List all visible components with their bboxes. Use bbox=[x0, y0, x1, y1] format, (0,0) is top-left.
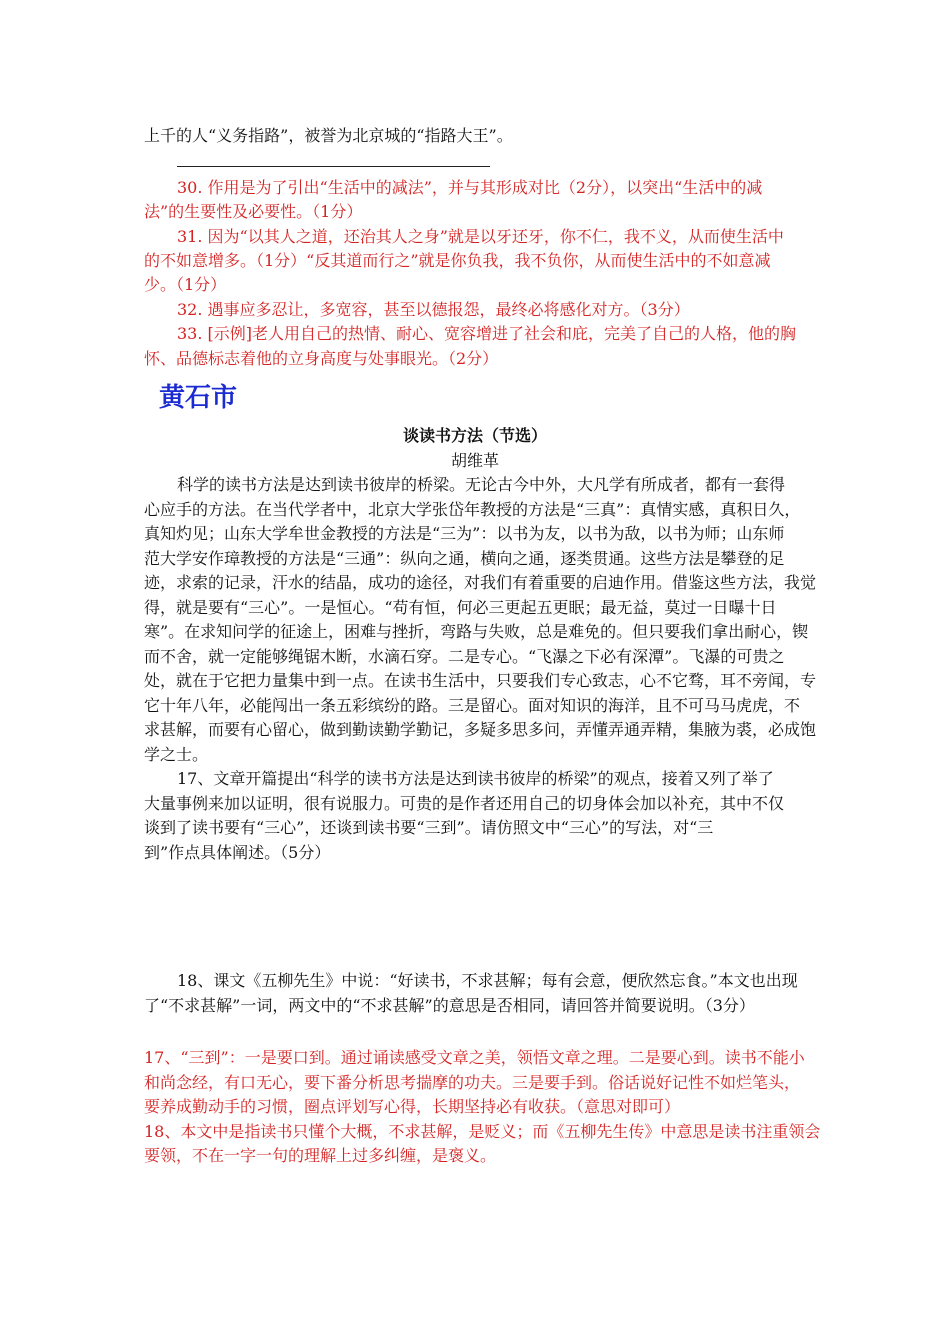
question-line: 18、课文《五柳先生》中说：“好读书，不求甚解；每有会意，便欣然忘食。”本文也出现 bbox=[177, 971, 798, 990]
passage-line: 寒”。在求知问学的征途上，困难与挫折，弯路与失败，总是难免的。但只要我们拿出耐心，锲 bbox=[144, 622, 809, 641]
passage-line: 真知灼见；山东大学牟世金教授的方法是“三为”：以书为友，以书为敌，以书为师；山东师 bbox=[144, 524, 785, 543]
passage-line: 心应手的方法。在当代学者中，北京大学张岱年教授的方法是“三真”：真情实感，真积日久， bbox=[144, 500, 801, 519]
carry-over-line: 上千的人“义务指路”，被誉为北京城的“指路大王”。 bbox=[144, 126, 513, 145]
passage-line: 学之士。 bbox=[144, 745, 209, 764]
answer-line: 少。（1分） bbox=[144, 275, 227, 294]
answer-line: 要养成勤动手的习惯，圈点评划写心得，长期坚持必有收获。（意思对即可） bbox=[144, 1097, 681, 1116]
passage-line: 而不舍，就一定能够绳锯木断，水滴石穿。二是专心。“飞瀑之下必有深潭”。飞瀑的可贵之 bbox=[144, 647, 785, 666]
answer-line: 怀、品德标志着他的立身高度与处事眼光。（2分） bbox=[144, 349, 499, 368]
answer-line: 要领，不在一字一句的理解上过多纠缠，是褒义。 bbox=[144, 1146, 497, 1165]
question-line: 17、文章开篇提出“科学的读书方法是达到读书彼岸的桥梁”的观点，接着又列了举了 bbox=[177, 769, 774, 788]
answer-line: 30. 作用是为了引出“生活中的减法”，并与其形成对比（2分），以突出“生活中的减 bbox=[177, 178, 763, 197]
article-author: 胡维革 bbox=[450, 451, 499, 470]
passage-line: 迹，求索的记录，汗水的结晶，成功的途径，对我们有着重要的启迪作用。借鉴这些方法，我觉 bbox=[144, 573, 817, 592]
question-line: 谈到了读书要有“三心”，还谈到读书要“三到”。请仿照文中“三心”的写法，对“三 bbox=[144, 818, 714, 837]
answer-line: 32. 遇事应多忍让，多宽容，甚至以德报怨，最终必将感化对方。（3分） bbox=[177, 300, 690, 319]
answer-line: 和尚念经，有口无心，要下番分析思考揣摩的功夫。三是要手到。俗话说好记性不如烂笔头， bbox=[144, 1073, 801, 1092]
question-line: 大量事例来加以证明，很有说服力。可贵的是作者还用自己的切身体会加以补充，其中不仅 bbox=[144, 794, 785, 813]
answer-line: 的不如意增多。（1分）“反其道而行之”就是你负我，我不负你，从而使生活中的不如意减 bbox=[144, 251, 771, 270]
separator-rule bbox=[177, 166, 490, 167]
passage-line: 科学的读书方法是达到读书彼岸的桥梁。无论古今中外，大凡学有所成者，都有一套得 bbox=[177, 475, 786, 494]
question-line: 了“不求甚解”一词，两文中的“不求甚解”的意思是否相同，请回答并简要说明。（3分） bbox=[144, 996, 755, 1015]
passage-line: 求甚解，而要有心留心，做到勤读勤学勤记，多疑多思多问，弄懂弄通弄精，集腋为裘，必成饱 bbox=[144, 720, 817, 739]
answer-line: 31. 因为“以其人之道，还治其人之身”就是以牙还牙，你不仁，我不义，从而使生活中 bbox=[177, 227, 784, 246]
passage-line: 得，就是要有“三心”。一是恒心。“苟有恒，何必三更起五更眠；最无益，莫过一日曝十日 bbox=[144, 598, 777, 617]
answer-line: 33. [示例]老人用自己的热情、耐心、宽容增进了社会和庇，完美了自己的人格，他的胸 bbox=[177, 324, 797, 343]
question-line: 到”作点具体阐述。（5分） bbox=[144, 843, 331, 862]
answer-line: 17、“三到”：一是要口到。通过诵读感受文章之美，领悟文章之理。二是要心到。读书不能小 bbox=[144, 1048, 805, 1067]
passage-line: 范大学安作璋教授的方法是“三通”：纵向之通，横向之通，逐类贯通。这些方法是攀登的足 bbox=[144, 549, 785, 568]
article-title: 谈读书方法（节选） bbox=[402, 426, 547, 445]
city-heading: 黄石市 bbox=[159, 383, 238, 413]
answer-line: 法”的生要性及必要性。（1分） bbox=[144, 202, 363, 221]
answer-line: 18、本文中是指读书只懂个大概，不求甚解，是贬义；而《五柳先生传》中意思是读书注重领会 bbox=[144, 1122, 821, 1141]
passage-line: 它十年八年，必能闯出一条五彩缤纷的路。三是留心。面对知识的海洋，且不可马马虎虎，不 bbox=[144, 696, 801, 715]
passage-line: 处，就在于它把力量集中到一点。在读书生活中，只要我们专心致志，心不它骛，耳不旁闻，专 bbox=[144, 671, 817, 690]
